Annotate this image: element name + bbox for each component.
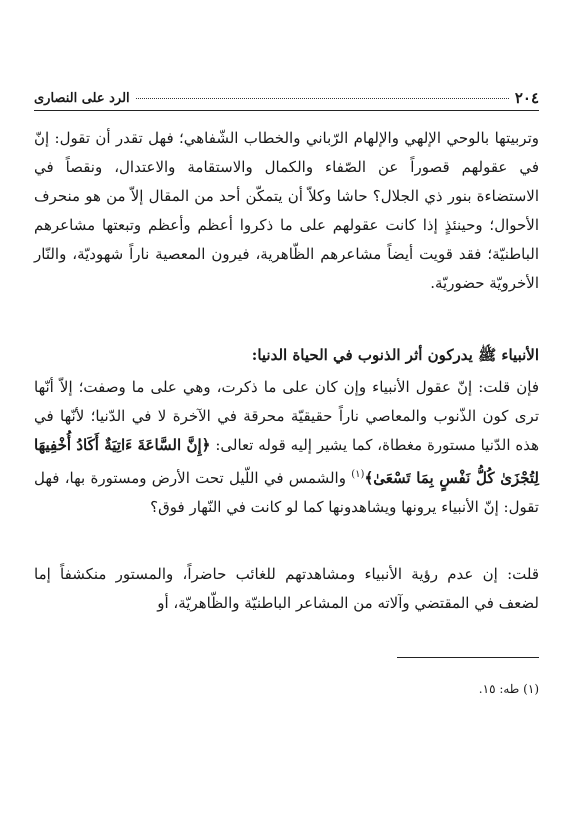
footnote: (١) طه: ١٥. xyxy=(478,682,539,696)
footnote-separator xyxy=(397,657,539,658)
body-text-bottom xyxy=(34,560,539,618)
quran-verse: ﴿إِنَّ السَّاعَةَ ءَاتِيَةٌ أَكَادُ أُخْفِيهَا لِتُجْزَىٰ كُلُّ نَفْسٍ بِمَا تَسْعَىٰ﴾ xyxy=(34,436,540,487)
body-text-middle xyxy=(34,373,539,522)
paragraph: قلت: إن عدم رؤية الأنبياء ومشاهدتهم للغائب حاضراً، والمستور منكشفاً إما لضعف في المقتضي وآلاته من المشاعر الباطنيّة والظّاهريّة، أو xyxy=(34,565,539,612)
footnote-reference: (١) xyxy=(351,469,365,480)
running-header xyxy=(34,86,539,111)
paragraph-text: والشمس في اللّيل تحت الأرض ومستورة بها، فهل تقول: إنّ الأنبياء يرونها ويشاهدونها كما لو كانت في النّهار فوق؟ xyxy=(34,469,539,516)
paragraph: وتربيتها بالوحي الإلهي والإلهام الرّباني والخطاب الشّفاهي؛ فهل تقدر أن تقول: إنّ في عقولهم قصوراً عن الصّفاء والكمال والاستقامة والاعتدال، ونقصاً في الاستضاءة بنور ذي الجلال؟ حاشا وكلاّ أن يتمكّن أحد من المقال إلاّ من هو منحرف الأحوال؛ وحينئذٍ إذا كانت عقولهم على ما ذكروا أعظم وأعظم وتبعتها مشاعرهم الباطنيّة؛ فقد قويت أيضاً مشاعرهم الظّاهرية، فيرون المعصية ناراً شهوديّة، والنّار الأخرويّة حضوريّة. xyxy=(34,129,539,292)
header-dotted-leader xyxy=(136,98,509,99)
body-text-top xyxy=(34,124,539,318)
paragraph-text: فإن قلت: إنّ عقول الأنبياء وإن كان على ما ذكرت، وهي على ما وصفت؛ إلاّ أنّها ترى كون الذّنوب والمعاصي ناراً حقيقيّة محرقة في الآخرة لا في الدّنيا؛ لأنّها في هذه الدّنيا مستورة مغطاة، كما يشير إليه قوله تعالى: xyxy=(34,378,539,454)
paragraph xyxy=(34,373,539,522)
section-heading: الأنبياء ﷺ يدركون أثر الذنوب في الحياة الدنيا: xyxy=(251,346,539,364)
page-number: ٢٠٤ xyxy=(514,89,539,107)
running-title: الرد على النصارى xyxy=(34,90,130,106)
